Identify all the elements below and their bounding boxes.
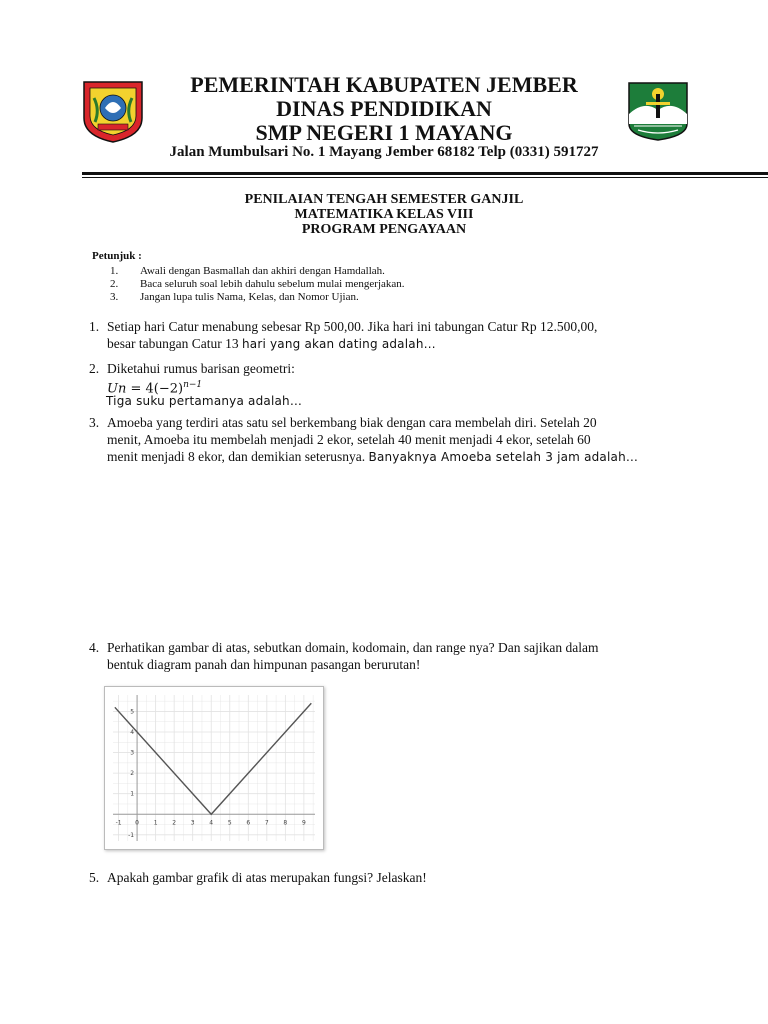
series-line [115,703,311,814]
question-3: 3. Amoeba yang terdiri atas satu sel berkembang biak dengan cara membelah diri. Setelah 20 menit, Amoeba itu membelah menjadi 2 ekor, setelah 40 menit menjadi 4 ekor, setelah 60 menit menjadi 8 ekor, dan demikian seterusnya. Banyaknya Amoeba setelah 3 jam adalah… [89,415,639,464]
y-tick-label: 5 [130,708,135,716]
y-tick-label: 2 [130,770,135,778]
x-tick-label: -1 [115,819,122,827]
function-graph [104,686,324,850]
x-tick-label: 8 [283,819,288,827]
header-school: SMP NEGERI 1 MAYANG [255,120,513,145]
question-4: 4. Perhatikan gambar di atas, sebutkan domain, kodomain, dan range nya? Dan sajikan dalam bentuk diagram panah dan himpunan pasangan berurutan! [89,640,599,672]
x-tick-label: 0 [135,819,140,827]
exam-title: PENILAIAN TENGAH SEMESTER GANJIL [244,192,524,207]
x-tick-label: 1 [153,819,158,827]
header-address: Jalan Mumbulsari No. 1 Mayang Jember 68182 Telp (0331) 591727 [169,144,599,160]
y-tick-label: 3 [130,749,135,757]
question-1: 1. Setiap hari Catur menabung sebesar Rp 500,00. Jika hari ini tabungan Catur Rp 12.500,00, besar tabungan Catur 13 hari yang akan dating adalah… [89,319,598,351]
header-government: PEMERINTAH KABUPATEN JEMBER [190,72,578,97]
instruction-item: 1. Awali dengan Basmallah dan akhiri dengan Hamdallah. [110,265,385,277]
x-tick-label: 4 [209,819,214,827]
instruction-item: 3. Jangan lupa tulis Nama, Kelas, dan Nomor Ujian. [110,291,359,303]
y-tick-label: -1 [128,831,135,839]
instruction-item: 2. Baca seluruh soal lebih dahulu sebelum mulai mengerjakan. [110,278,405,290]
x-tick-label: 2 [172,819,177,827]
function-graph-svg [105,687,323,849]
header-rule-thick [82,172,768,175]
x-tick-label: 9 [301,819,306,827]
x-tick-label: 3 [190,819,195,827]
x-tick-label: 5 [227,819,232,827]
header-department: DINAS PENDIDIKAN [276,96,492,121]
y-tick-label: 1 [130,790,135,798]
exam-subject: MATEMATIKA KELAS VIII [294,207,474,222]
question-2-prompt: Tiga suku pertamanya adalah… [106,394,303,408]
x-tick-label: 6 [246,819,251,827]
jember-regency-logo [80,78,146,144]
instructions-label: Petunjuk : [92,250,142,262]
school-logo [626,80,690,142]
exam-program: PROGRAM PENGAYAAN [301,222,467,237]
header-rule-thin [82,177,768,178]
y-tick-label: 4 [130,729,135,737]
question-2: 2. Diketahui rumus barisan geometri: $Un = 4(-2)^{n-1}$ [89,360,709,397]
question-5: 5. Apakah gambar grafik di atas merupakan fungsi? Jelaskan! [89,870,427,885]
x-tick-label: 7 [264,819,269,827]
geometric-formula: $Un = 4(-2)^{n-1}$ [107,380,203,397]
